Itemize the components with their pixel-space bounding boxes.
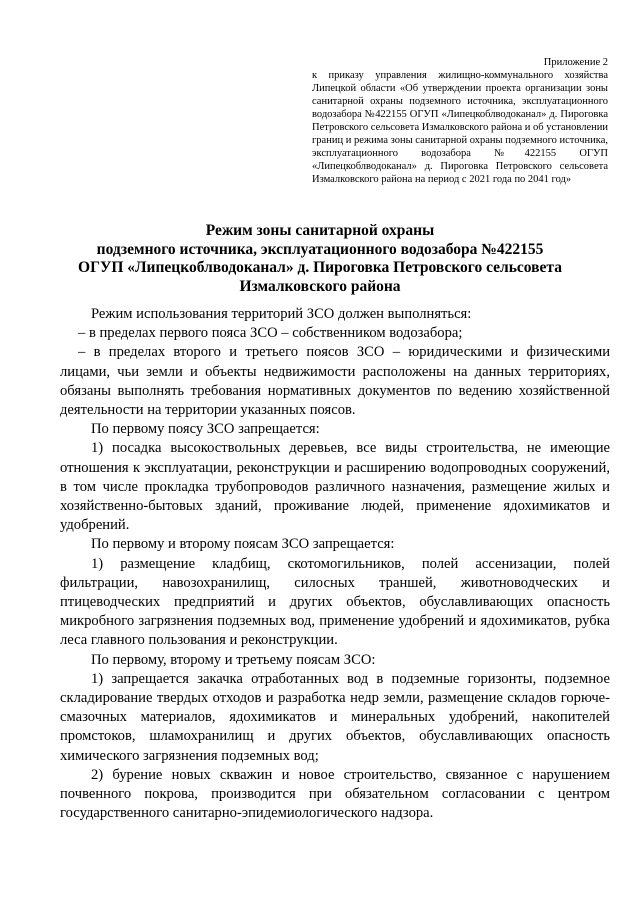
list-item: – в пределах первого пояса ЗСО – собственником водозабора; [78, 325, 463, 342]
paragraph: По первому поясу ЗСО запрещается: [91, 421, 320, 438]
document-title [60, 222, 580, 296]
paragraph: 2) бурение новых скважин и новое строительство, связанное с нарушением почвенного покрова, производится при обязательном согласовании с центром государственного санитарно-эпидемиологического надзора. [60, 766, 610, 822]
paragraph: 1) посадка высокоствольных деревьев, все виды строительства, не имеющие отношения к эксплуатации, реконструкции и расширению водопроводных сооружений, в том числе прокладка трубопроводов различного назначения, размещение жилых и хозяйственно-бытовых зданий, проживание людей, применение ядохимикатов и удобрений. [60, 440, 610, 534]
paragraph: Режим использования территорий ЗСО должен выполняться: [91, 306, 472, 322]
title-line-2: подземного источника, эксплуатационного водозабора №422155 [96, 240, 544, 258]
appendix-label: Приложение 2 [543, 57, 608, 68]
title-line-4: Измалковского района [239, 277, 401, 295]
list-item: – в пределах второго и третьего поясов ЗСО – юридическими и физическими лицами, чьи земли и объекты недвижимости расположены на данных территориях, обязаны выполнять требования нормативных документов по ведению хозяйственной деятельности на территории указанных поясов. [60, 344, 610, 419]
paragraph: 1) запрещается закачка отработанных вод в подземные горизонты, подземное складирование твердых отходов и разработка недр земли, размещение складов горюче-смазочных материалов, ядохимикатов и минеральных удобрений, накопителей промстоков, шламохранилищ и других объектов, обуславливающих опасность химического загрязнения подземных вод; [60, 670, 610, 764]
appendix-reference-text: к приказу управления жилищно-коммунального хозяйства Липецкой области «Об утверждении проекта организации зоны санитарной охраны подземного источника, эксплуатационного водозабора №422155 ОГУП «Липецкоблводоканал» д. Пироговка Петровского сельсовета Измалковского района и об установлении границ и режима зоны санитарной охраны подземного источника, эксплуатационного водозабора №422155 ОГУП «Липецкоблводоканал» д. Пироговка Петровского сельсовета Измалковского района на период с 2021 года по 2041 год» [312, 70, 608, 185]
title-line-1: Режим зоны санитарной охраны [205, 222, 435, 239]
paragraph: По первому и второму поясам ЗСО запрещается: [91, 536, 395, 553]
paragraph: По первому, второму и третьему поясам ЗСО: [91, 651, 376, 668]
paragraph: 1) размещение кладбищ, скотомогильников, полей ассенизации, полей фильтрации, навозохранилищ, силосных траншей, животноводческих и птицеводческих предприятий и других объектов, обуславливающих опасность микробного загрязнения подземных вод, применение удобрений и ядохимикатов, рубка леса главного пользования и реконструкции. [60, 555, 610, 649]
title-line-3: ОГУП «Липецкоблводоканал» д. Пироговка Петровского сельсовета [78, 259, 562, 276]
document-body [60, 305, 610, 823]
